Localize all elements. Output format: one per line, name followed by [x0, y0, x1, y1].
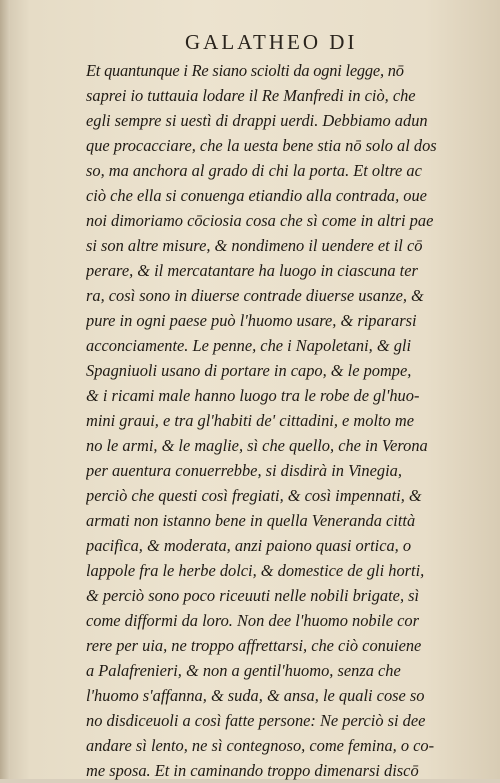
body-text-block [86, 58, 464, 783]
text-line: & perciò sono poco riceuuti nelle nobili brigate, sì [86, 586, 420, 605]
text-line: acconciamente. Le penne, che i Napoletani, & gli [86, 336, 411, 355]
text-line: no le armi, & le maglie, sì che quello, che in Verona [86, 436, 428, 455]
text-line: que procacciare, che la uesta bene stia nō solo al dos [86, 136, 437, 155]
text-line: so, ma anchora al grado di chi la porta. Et oltre ac [86, 161, 422, 180]
text-line: si son altre misure, & nondimeno il uendere et il cō [86, 236, 423, 255]
text-line: perciò che questi così fregiati, & così impennati, & [86, 486, 422, 505]
text-line: Et quantunque i Re siano sciolti da ogni legge, nō [86, 61, 404, 80]
text-line: per auentura conuerrebbe, si disdirà in Vinegia, [86, 461, 402, 480]
text-line: armati non istanno bene in quella Veneranda città [86, 511, 416, 530]
text-line: l'huomo s'affanna, & suda, & ansa, le quali cose so [86, 686, 425, 705]
text-line: egli sempre si uestì di drappi uerdi. Debbiamo adun [86, 111, 428, 130]
text-line: rere per uia, ne troppo affrettarsi, che ciò conuiene [86, 636, 422, 655]
text-line: andare sì lento, ne sì contegnoso, come femina, o co- [86, 736, 435, 755]
text-line: come difformi da loro. Non dee l'huomo nobile cor [86, 611, 419, 630]
text-line: ciò che ella si conuenga etiandio alla contrada, oue [86, 186, 427, 205]
text-line: lappole fra le herbe dolci, & domestice de gli horti, [86, 561, 425, 580]
text-line: & i ricami male hanno luogo tra le robe de gl'huo- [86, 386, 420, 405]
text-line: saprei io tuttauia lodare il Re Manfredi in ciò, che [86, 86, 416, 105]
text-line: mini graui, e tra gl'habiti de' cittadini, e molto me [86, 411, 414, 430]
text-line: ra, così sono in diuerse contrade diuerse usanze, & [86, 286, 424, 305]
running-title: GALATHEO DI [185, 30, 358, 54]
text-line: perare, & il mercatantare ha luogo in ciascuna ter [86, 261, 418, 280]
text-line: pure in ogni paese può l'huomo usare, & ripararsi [86, 311, 417, 330]
text-line: noi dimoriamo cōciosia cosa che sì come in altri pae [86, 211, 434, 230]
page-gutter-edge [0, 0, 10, 779]
text-line: no disdiceuoli a così fatte persone: Ne perciò si dee [86, 711, 426, 730]
text-line: pacifica, & moderata, anzi paiono quasi ortica, o [86, 536, 412, 555]
text-line: a Palafrenieri, & non a gentil'huomo, senza che [86, 661, 401, 680]
text-line: Spagniuoli usano di portare in capo, & le pompe, [86, 361, 412, 380]
text-line: me sposa. Et in caminando troppo dimenarsi discō [86, 761, 419, 780]
